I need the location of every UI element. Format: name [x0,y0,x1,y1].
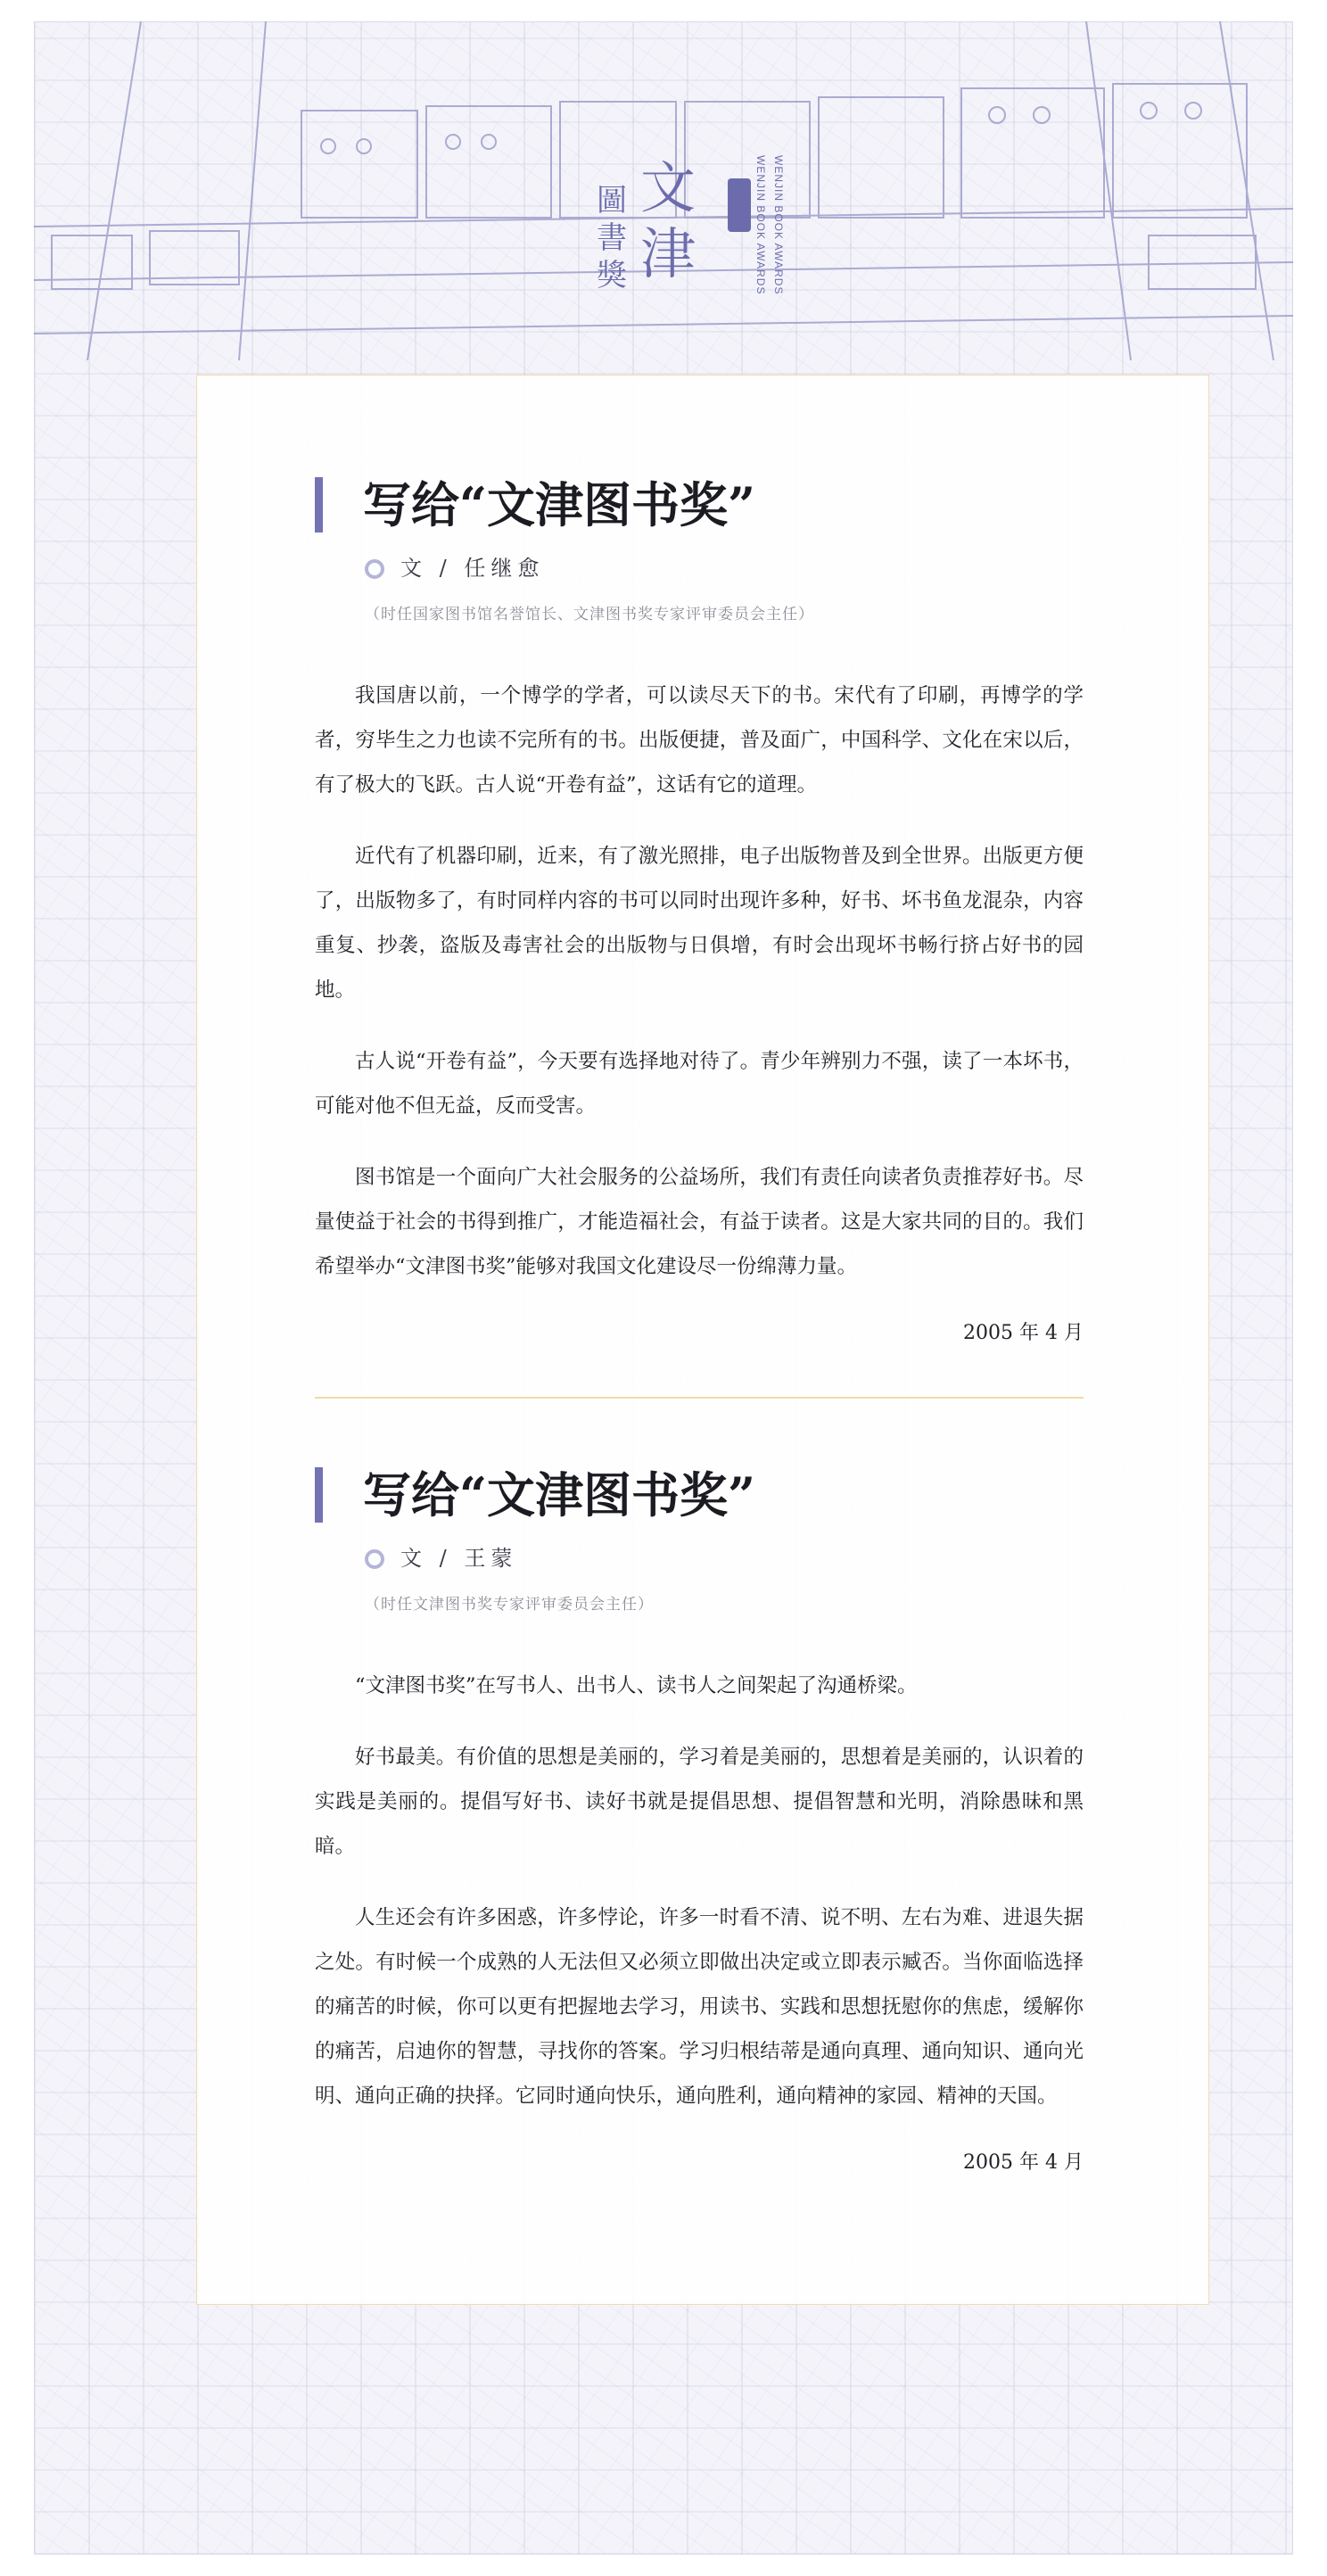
paragraph: “文津图书奖”在写书人、出书人、读书人之间架起了沟通桥梁。 [355,1674,918,1697]
article-title: 写给“文津图书奖” [363,1466,756,1523]
paragraph: 近代有了机器印刷，近来，有了激光照排，电子出版物普及到全世界。出版更方便了，出版物多了，有时同样内容的书可以同时出现许多种，好书、坏书鱼龙混杂，内容重复、抄袭，盗版及毒害社会的出版物与日俱增，有时会出现坏书畅行挤占好书的园地。 [315,845,1084,1002]
paragraph: 我国唐以前，一个博学的学者，可以读尽天下的书。宋代有了印刷，再博学的学者，穷毕生之力也读不完所有的书。出版便捷，普及面广，中国科学、文化在宋以后，有了极大的飞跃。古人说“开卷有益”，这话有它的道理。 [315,684,1084,797]
author-dot-icon [365,1549,384,1569]
logo-small-characters: 圖書獎 [597,183,627,293]
title-accent-bar [315,477,323,533]
title-accent-bar [315,1467,323,1523]
article-author: 文 / 王蒙 [400,1546,518,1571]
author-affiliation: （时任国家图书馆名誉馆长、文津图书奖专家评审委员会主任） [365,606,814,623]
article-title-row [315,1464,1084,1526]
article-date: 2005 年 4 月 [963,2151,1084,2174]
logo-english-line-2: WENJIN BOOK AWARDS [772,155,785,295]
logo-english-text [754,146,808,316]
paragraph: 图书馆是一个面向广大社会服务的公益场所，我们有责任向读者负责推荐好书。尽量使益于社会的书得到推广，才能造福社会，有益于读者。这是大家共同的目的。我们希望举办“文津图书奖”能够对我国文化建设尽一份绵薄力量。 [315,1166,1084,1278]
logo-english-line-1: WENJIN BOOK AWARDS [754,155,767,295]
paragraph: 好书最美。有价值的思想是美丽的，学习着是美丽的，思想着是美丽的，认识着的实践是美丽的。提倡写好书、读好书就是提倡思想、提倡智慧和光明，消除愚昧和黑暗。 [315,1746,1084,1858]
author-dot-icon [365,559,384,579]
paragraph: 人生还会有许多困惑，许多悖论，许多一时看不清、说不明、左右为难、进退失据之处。有时候一个成熟的人无法但又必须立即做出决定或立即表示臧否。当你面临选择的痛苦的时候，你可以更有把握地去学习，用读书、实践和思想抚慰你的焦虑，缓解你的痛苦，启迪你的智慧，寻找你的答案。学习归根结蒂是通向真理、通向知识、通向光明、通向正确的抉择。它同时通向快乐，通向胜利，通向精神的家园、精神的天国。 [315,1906,1084,2108]
article-1 [315,474,1084,1351]
author-affiliation: （时任文津图书奖专家评审委员会主任） [365,1596,654,1614]
article-body [315,1664,1084,2118]
logo-big-characters: 文津 [639,155,696,286]
logo-seal-icon [728,178,751,232]
paragraph: 古人说“开卷有益”，今天要有选择地对待了。青少年辨别力不强，读了一本坏书，可能对他不但无益，反而受害。 [315,1050,1084,1118]
content-card [196,375,1209,2305]
section-divider [315,1397,1084,1399]
article-2 [315,1464,1084,2181]
article-author: 文 / 任继愈 [400,556,545,581]
article-body [315,673,1084,1289]
article-date: 2005 年 4 月 [963,1322,1084,1344]
article-title-row [315,474,1084,536]
author-row [315,550,1084,586]
wenjin-award-logo [585,137,790,316]
article-title: 写给“文津图书奖” [363,476,756,533]
background-frame [34,21,1293,2555]
author-row [315,1540,1084,1576]
